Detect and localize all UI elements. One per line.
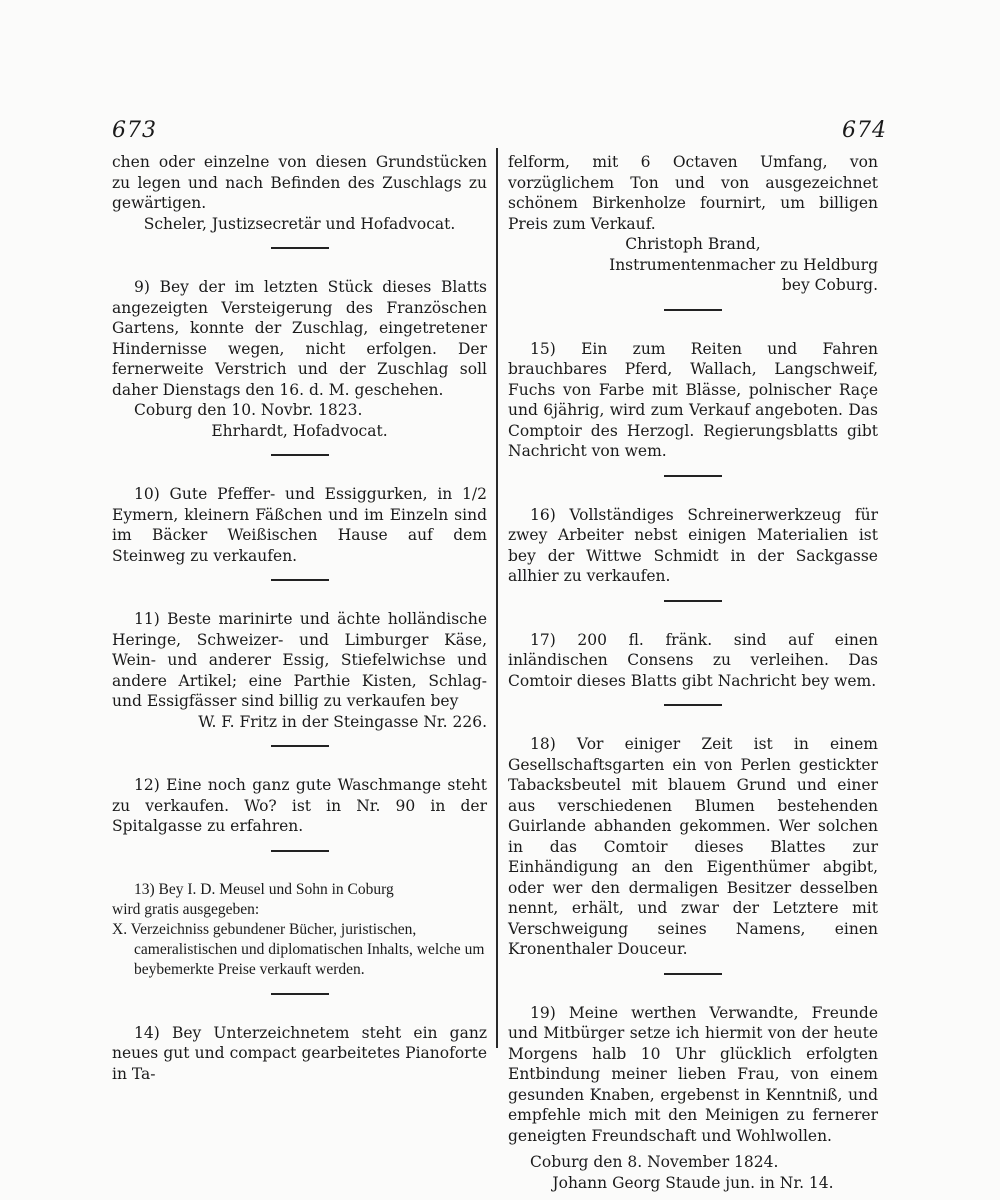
notice-11-text: 11) Beste marinirte und ächte holländische Heringe, Schweizer- und Limburger Käse, Wein- und anderer Essig, Stiefelwichse und andere Artikel; eine Parthie Kisten, Schlag- und Essigfässer sind billig zu verkaufen bey: [112, 610, 487, 710]
notice-9-signature: Ehrhardt, Hofadvocat.: [211, 421, 388, 440]
notice-13-line-1: 13) Bey I. D. Meusel und Sohn in Coburg: [134, 880, 394, 898]
notice-13-list-item: X. Verzeichniss gebundener Bücher, juristischen, cameralistischen und diplomatischen Inhalts, welche um beybemerkte Preise verkauft werden.: [112, 920, 485, 978]
notice-14-signature-title: Instrumentenmacher zu Heldburg: [609, 255, 878, 274]
notice-15-text: 15) Ein zum Reiten und Fahren brauchbares Pferd, Wallach, Langschweif, Fuchs von Farbe mit Blässe, polnischer Raçe und 6jährig, wird zum Verkauf angeboten. Das Comptoir des Herzogl. Regierungsblatts gibt Nachricht von wem.: [508, 339, 878, 460]
section-rule: [664, 475, 722, 477]
section-rule: [664, 973, 722, 975]
notice-18-text: 18) Vor einiger Zeit ist in einem Gesellschaftsgarten ein von Perlen gestickter Tabacksbeutel mit blauem Grund und einer aus verschiedenen Blumen bestehenden Guirlande abhanden gekommen. Wer solchen in das Comtoir dieses Blattes zur Einhändigung an den Eigenthümer abgibt, oder wer den dermaligen Besitzer desselben nennt, erhält, und zwar der Letztere mit Verschweigung seines Namens, einen Kronenthaler Douceur.: [508, 735, 878, 958]
notice-19-signature: Johann Georg Staude jun. in Nr. 14.: [552, 1173, 834, 1192]
section-rule: [664, 600, 722, 602]
section-rule: [664, 309, 722, 311]
notice-11-signature: W. F. Fritz in der Steingasse Nr. 226.: [198, 712, 487, 731]
notice-10-text: 10) Gute Pfeffer- und Essiggurken, in 1/2 Eymern, kleinern Fäßchen und im Einzeln sind im Bäcker Weißischen Hause auf dem Steinweg zu verkaufen.: [112, 485, 487, 565]
intro-signature: Scheler, Justizsecretär und Hofadvocat.: [143, 214, 456, 233]
notice-14-text: 14) Bey Unterzeichnetem steht ein ganz neues gut und compact gearbeitetes Pianoforte in Ta-: [112, 1023, 487, 1083]
column-divider: [496, 148, 498, 1048]
section-rule: [271, 454, 329, 456]
right-column: [508, 152, 878, 1193]
notice-19-text: 19) Meine werthen Verwandte, Freunde und Mitbürger setze ich hiermit von der heute Morgens halb 10 Uhr glücklich erfolgten Entbindung meiner lieben Frau, von einem gesunden Knaben, ergebenst in Kenntniß, und empfehle mich mit den Meinigen zu fernerer geneigten Freundschaft und Wohlwollen.: [508, 1003, 878, 1145]
intro-text: chen oder einzelne von diesen Grundstücken zu legen und nach Befinden des Zuschlags zu gewärtigen.: [112, 153, 487, 212]
section-rule: [271, 850, 329, 852]
notice-13: [112, 880, 487, 980]
section-rule: [271, 745, 329, 747]
notice-17-text: 17) 200 fl. fränk. sind auf einen inländischen Consens zu verleihen. Das Comtoir dieses Blatts gibt Nachricht bey wem.: [508, 630, 878, 690]
notice-12-text: 12) Eine noch ganz gute Waschmange steht zu verkaufen. Wo? ist in Nr. 90 in der Spitalgasse zu erfahren.: [112, 776, 487, 835]
left-column: [112, 152, 487, 1084]
notice-16-text: 16) Vollständiges Schreinerwerkzeug für zwey Arbeiter nebst einigen Materialien ist bey der Wittwe Schmidt in der Sackgasse allhier zu verkaufen.: [508, 505, 878, 585]
section-rule: [271, 579, 329, 581]
notice-9-place-date: Coburg den 10. Novbr. 1823.: [134, 401, 363, 419]
notice-9-text: 9) Bey der im letzten Stück dieses Blatts angezeigten Versteigerung des Französchen Gartens, konnte der Zuschlag, eingetretener Hindernisse wegen, nicht erfolgen. Der fernerweite Verstrich und der Zuschlag soll daher Dienstags den 16. d. M. geschehen.: [112, 278, 487, 399]
notice-14-signature-place: bey Coburg.: [781, 276, 878, 294]
section-rule: [271, 247, 329, 249]
notice-14-continuation: felform, mit 6 Octaven Umfang, von vorzüglichem Ton und von ausgezeichnet schönem Birkenholze fournirt, um billigen Preis zum Verkauf.: [508, 153, 878, 233]
page-number-right: 674: [842, 118, 887, 143]
notice-13-line-2: wird gratis ausgegeben:: [112, 900, 260, 918]
section-rule: [664, 704, 722, 706]
notice-19-place-date: Coburg den 8. November 1824.: [530, 1153, 779, 1171]
section-rule: [271, 993, 329, 995]
page-number-left: 673: [112, 118, 157, 143]
notice-14-signature-name: Christoph Brand,: [625, 235, 761, 253]
